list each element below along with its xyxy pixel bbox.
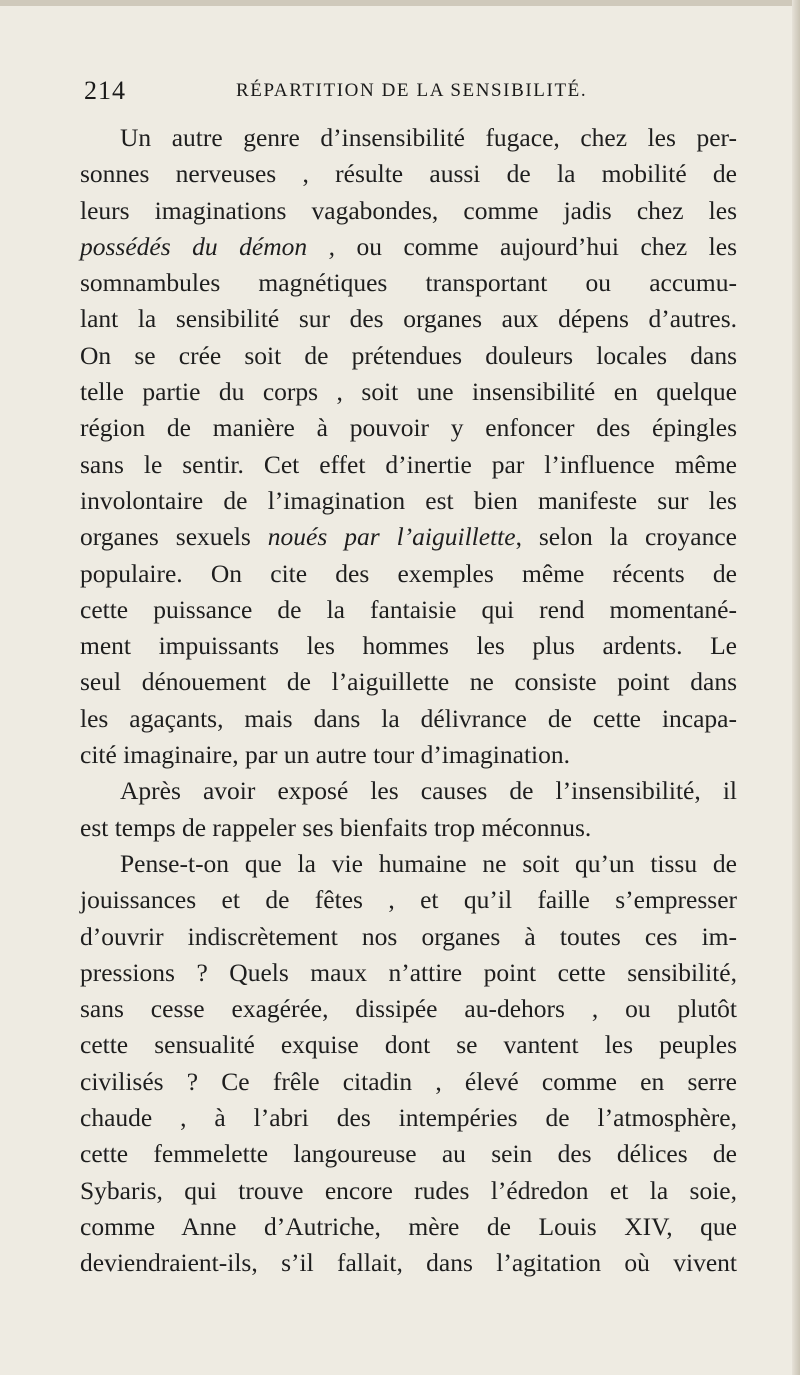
- text-line: [80, 447, 737, 483]
- line-text: sans le sentir. Cet effet d’inertie par l’influence même: [80, 449, 737, 479]
- line-text: cité imaginaire, par un autre tour d’imagination.: [80, 740, 570, 770]
- text-line: [80, 1245, 737, 1281]
- text-line: [80, 919, 737, 955]
- text-line: [80, 483, 737, 519]
- line-text: populaire. On cite des exemples même récents de: [80, 558, 737, 588]
- text-line: [80, 156, 737, 192]
- text-line: [80, 1064, 737, 1100]
- text-line: [80, 737, 737, 773]
- line-text: seul dénouement de l’aiguillette ne consiste point dans: [80, 667, 737, 697]
- line-text: deviendraient-ils, s’il fallait, dans l’agitation où vivent: [80, 1248, 737, 1278]
- line-text: les agaçants, mais dans la délivrance de cette incapa-: [80, 703, 737, 733]
- text-line: [80, 773, 737, 809]
- text-line: [80, 1136, 737, 1172]
- running-title: RÉPARTITION DE LA SENSIBILITÉ.: [236, 80, 588, 101]
- text-line: [80, 882, 737, 918]
- text-line: [80, 374, 737, 410]
- text-line: [80, 556, 737, 592]
- line-text: sonnes nerveuses , résulte aussi de la mobilité de: [80, 159, 737, 189]
- text-line: [80, 410, 737, 446]
- line-text: jouissances et de fêtes , et qu’il faille s’empresser: [80, 885, 737, 915]
- line-text: organes sexuels: [80, 522, 268, 552]
- text-line: [80, 338, 737, 374]
- text-line: [80, 301, 737, 337]
- line-text: comme Anne d’Autriche, mère de Louis XIV, que: [80, 1211, 737, 1241]
- line-text: sans cesse exagérée, dissipée au-dehors , ou plutôt: [80, 994, 737, 1024]
- page-right-edge: [792, 0, 800, 1375]
- running-header: [84, 76, 724, 116]
- page-top-edge: [0, 0, 800, 6]
- line-text: Après avoir exposé les causes de l’insensibilité, il: [120, 776, 737, 806]
- text-line: [80, 955, 737, 991]
- italic-text: noués par l’aiguillette: [267, 522, 516, 552]
- italic-text: possédés du démon ,: [80, 231, 335, 261]
- line-text: ou comme aujourd’hui chez les: [335, 231, 738, 261]
- text-line: [80, 1027, 737, 1063]
- line-text: leurs imaginations vagabondes, comme jadis chez les: [80, 195, 737, 225]
- line-text: cette sensualité exquise dont se vantent les peuples: [80, 1030, 737, 1060]
- text-line: [80, 265, 737, 301]
- text-line: [80, 628, 737, 664]
- text-line: [80, 846, 737, 882]
- text-line: [80, 1173, 737, 1209]
- text-line: [80, 592, 737, 628]
- text-line: [80, 664, 737, 700]
- text-line: [80, 519, 737, 555]
- line-text: cette puissance de la fantaisie qui rend momentané-: [80, 594, 737, 624]
- text-line: [80, 1100, 737, 1136]
- text-line: [80, 991, 737, 1027]
- text-line: [80, 701, 737, 737]
- text-line: [80, 229, 737, 265]
- line-text: ment impuissants les hommes les plus ardents. Le: [80, 631, 737, 661]
- line-text: somnambules magnétiques transportant ou accumu-: [80, 268, 737, 298]
- line-text: telle partie du corps , soit une insensibilité en quelque: [80, 377, 737, 407]
- line-text: Pense-t-on que la vie humaine ne soit qu’un tissu de: [120, 848, 737, 878]
- line-text: Un autre genre d’insensibilité fugace, chez les per-: [120, 123, 737, 152]
- text-line: [80, 120, 737, 156]
- line-text: est temps de rappeler ses bienfaits trop méconnus.: [80, 812, 592, 842]
- line-text: involontaire de l’imagination est bien manifeste sur les: [80, 485, 737, 515]
- line-text: région de manière à pouvoir y enfoncer des épingles: [80, 413, 737, 443]
- page-number: 214: [84, 76, 126, 105]
- line-text: chaude , à l’abri des intempéries de l’atmosphère,: [80, 1103, 737, 1133]
- text-line: [80, 1209, 737, 1245]
- line-text: cette femmelette langoureuse au sein des délices de: [80, 1139, 737, 1169]
- line-text: Sybaris, qui trouve encore rudes l’édredon et la soie,: [80, 1175, 737, 1205]
- body-text: [80, 120, 737, 1282]
- line-text: , selon la croyance: [515, 522, 737, 552]
- line-text: d’ouvrir indiscrètement nos organes à toutes ces im-: [80, 921, 737, 951]
- line-text: lant la sensibilité sur des organes aux dépens d’autres.: [80, 304, 737, 334]
- line-text: civilisés ? Ce frêle citadin , élevé comme en serre: [80, 1066, 737, 1096]
- line-text: On se crée soit de prétendues douleurs locales dans: [80, 340, 737, 370]
- text-line: [80, 193, 737, 229]
- line-text: pressions ? Quels maux n’attire point cette sensibilité,: [80, 957, 737, 987]
- text-line: [80, 810, 737, 846]
